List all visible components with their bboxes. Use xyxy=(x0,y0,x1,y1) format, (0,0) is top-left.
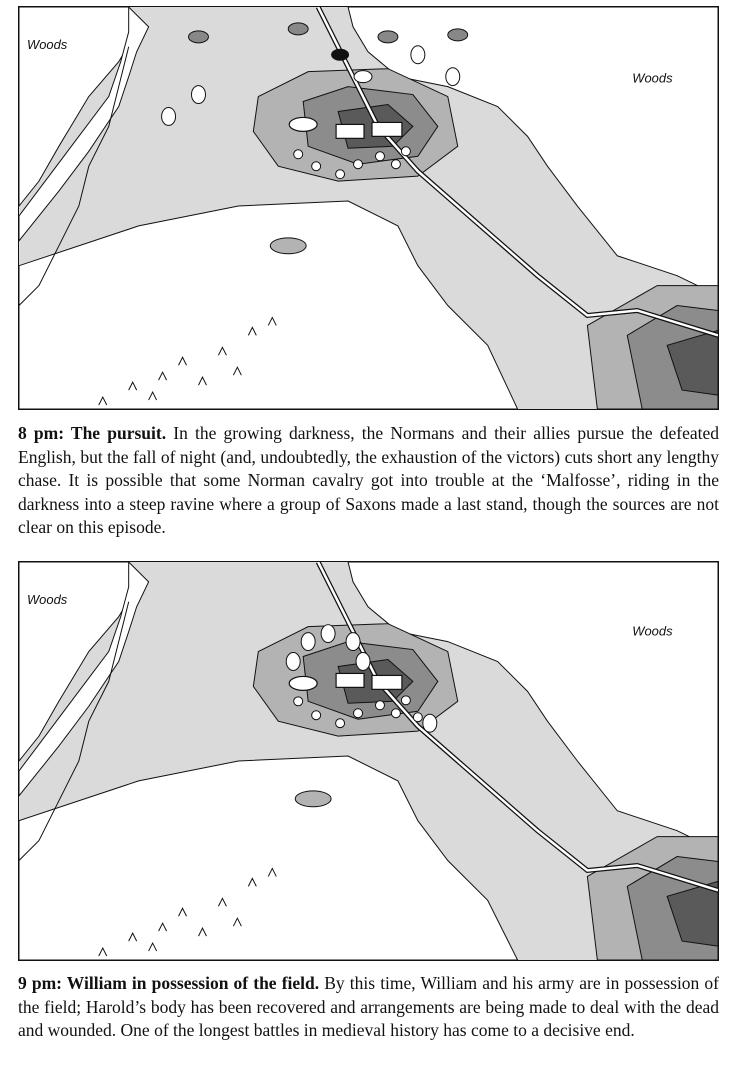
caption-title: 9 pm: William in possession of the field. xyxy=(18,973,320,993)
caption-text: In the growing darkness, the Normans and their allies pursue the defeated English, but the fall of night (and, undoubtedly, the exhaustion of the victors) cuts short any lengthy chase. It is possible that some Norman cavalry got into trouble at the ‘Malfosse’, riding in the darkness into a steep ravine where a group of Saxons made a last stand, though the sources are not clear on this episode. xyxy=(18,423,720,537)
pond xyxy=(270,238,306,254)
caption-title: 8 pm: The pursuit. xyxy=(18,423,167,443)
caption-text: By this time, William and his army are in possession of the field; Harold’s body has been recovered and arrangements are being made to deal with the dead and wounded. One of the longest battles in medieval history has come to a decisive end. xyxy=(18,973,720,1040)
map-8pm-pursuit xyxy=(18,6,719,410)
woods-label-left: Woods xyxy=(26,591,68,607)
woods-label-left: Woods xyxy=(26,36,68,52)
pond xyxy=(295,791,331,807)
map-svg xyxy=(19,562,718,960)
map-svg xyxy=(19,7,718,409)
woods-label-right: Woods xyxy=(632,623,673,639)
woods-label-right: Woods xyxy=(632,70,673,86)
caption-8pm xyxy=(18,422,719,540)
caption-9pm xyxy=(18,972,719,1043)
map-9pm-possession xyxy=(18,561,719,961)
